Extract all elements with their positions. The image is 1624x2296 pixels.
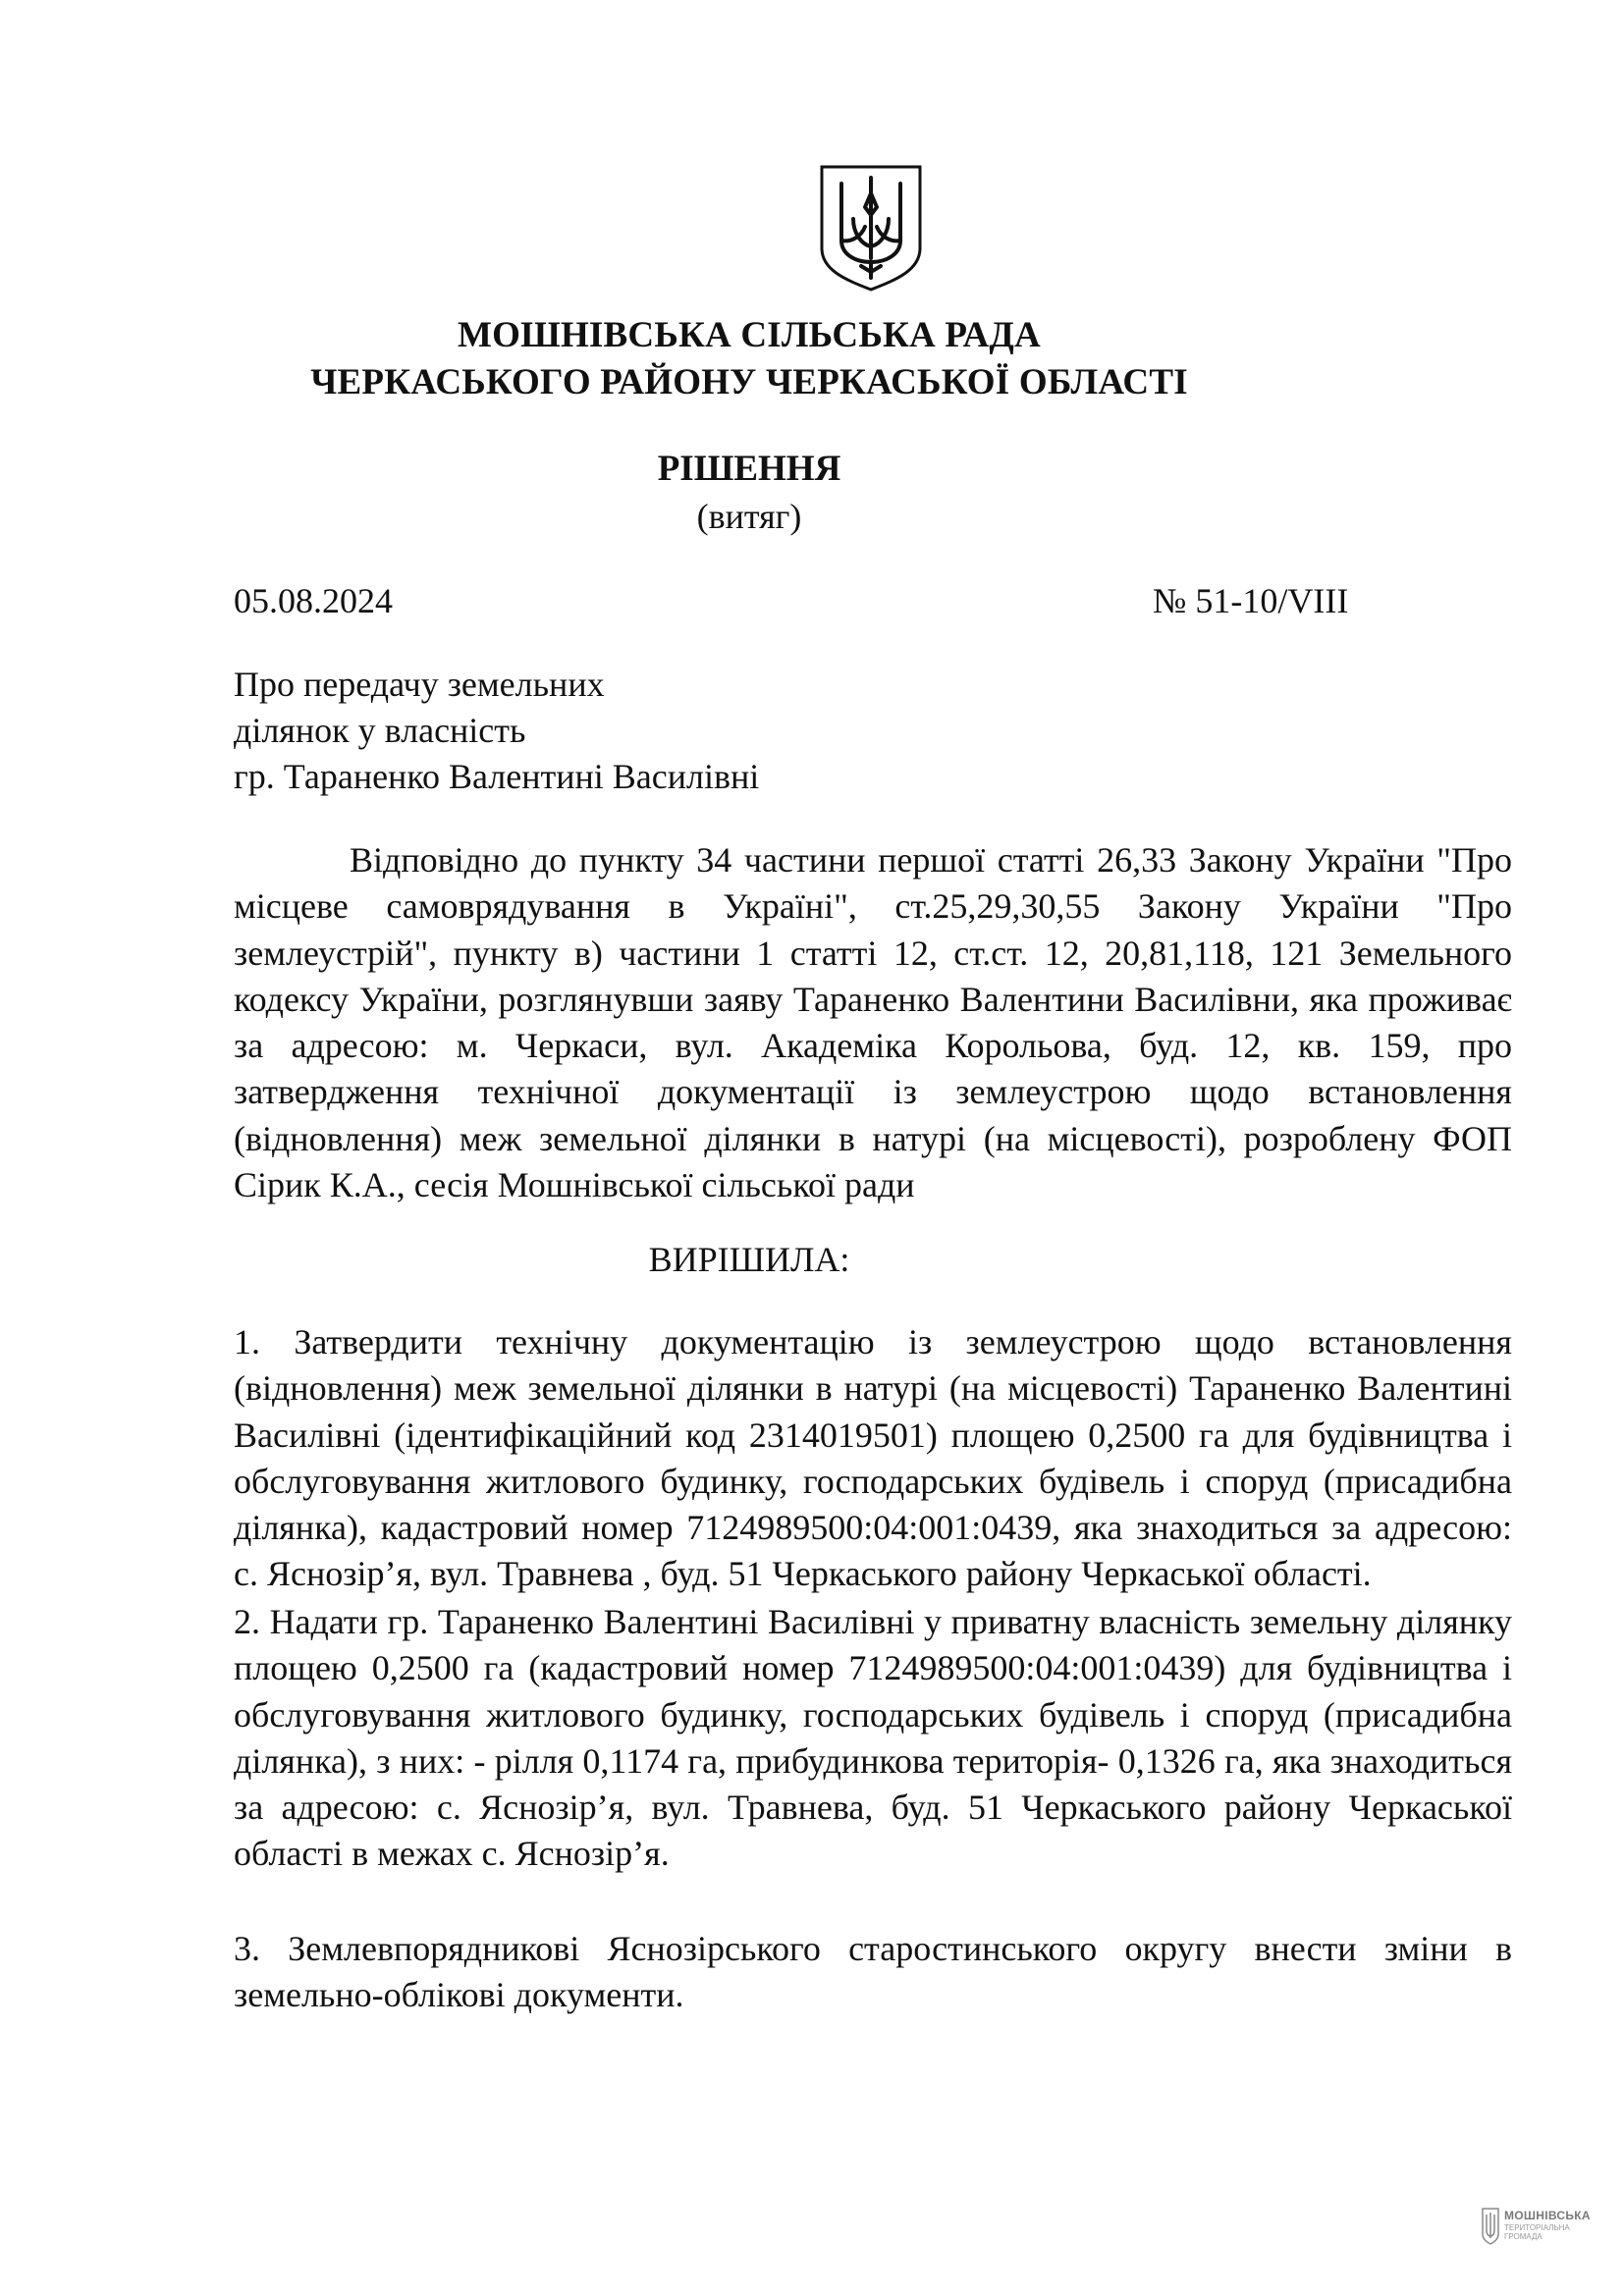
subject-line: гр. Тараненко Валентині Василівні — [234, 757, 760, 796]
decision-date: 05.08.2024 — [234, 581, 393, 620]
logo-subtext-line: ГРОМАДА — [1504, 2232, 1543, 2241]
organization-name-line1: МОШНІВСЬКА СІЛЬСЬКА РАДА — [458, 315, 1041, 355]
subject-line: ділянок у власність — [234, 711, 526, 750]
decision-item: 1. Затвердити технічну документацію із землеустрою щодо встановлення (відновлення) меж земельної ділянки в натурі (на місцевості) Тараненко Валентині Василівні (ідентифікаційний код 2314019501) площею 0,2500 га для будівництва і обслуговування житлового будинку, господарських будівель і споруд (присадибна ділянка), кадастровий номер 7124989500:04:001:0439, яка знаходиться за адресою: с. Яснозір’я, вул. Травнева , буд. 51 Черкаського району Черкаської області. — [234, 1322, 1512, 1594]
logo-text: МОШНІВСЬКА — [1504, 2209, 1591, 2222]
trident-icon — [818, 164, 924, 293]
decision-item: 3. Землевпорядникові Яснозірського старостинського округу внести зміни в земельно-облікові документи. — [234, 1929, 1512, 2015]
decision-item: 2. Надати гр. Тараненко Валентині Василівні у приватну власність земельну ділянку площею 0,2500 га (кадастровий номер 7124989500:04:001:0439) для будівництва і обслуговування житлового будинку, господарських будівель і споруд (присадибна ділянка), з них: - рілля 0,1174 га, прибудинкова територія- 0,1326 га, яка знаходиться за адресою: с. Яснозір’я, вул. Травнева, буд. 51 Черкаського району Черкаської області в межах с. Яснозір’я. — [234, 1602, 1512, 1874]
decision-number: № 51-10/VIII — [1153, 581, 1349, 620]
subject-line: Про передачу земельних — [234, 665, 605, 704]
decided-heading: ВИРІШИЛА: — [648, 1240, 850, 1279]
document-type: РІШЕННЯ — [657, 449, 841, 489]
document-subtype: (витяг) — [696, 497, 802, 536]
community-logo-icon — [1481, 2207, 1500, 2246]
logo-subtext-line: ТЕРИТОРІАЛЬНА — [1504, 2223, 1570, 2232]
preamble-paragraph: Відповідно до пункту 34 частини першої статті 26,33 Закону України "Про місцеве самоврядування в Україні", ст.25,29,30,55 Закону України "Про землеустрій", пункту в) частини 1 статті 12, ст.ст. 12, 20,81,118, 121 Земельного кодексу України, розглянувши заяву Тараненко Валентини Василівни, яка проживає за адресою: м. Черкаси, вул. Академіка Корольова, буд. 12, кв. 159, про затвердження технічної документації із землеустрою щодо встановлення (відновлення) меж земельної ділянки в натурі (на місцевості), розроблену ФОП Сірик К.А., сесія Мошнівської сільської ради — [234, 840, 1512, 1205]
community-logo — [1481, 2205, 1598, 2254]
organization-name-line2: ЧЕРКАСЬКОГО РАЙОНУ ЧЕРКАСЬКОЇ ОБЛАСТІ — [310, 362, 1188, 402]
logo-subtext — [1504, 2223, 1570, 2241]
